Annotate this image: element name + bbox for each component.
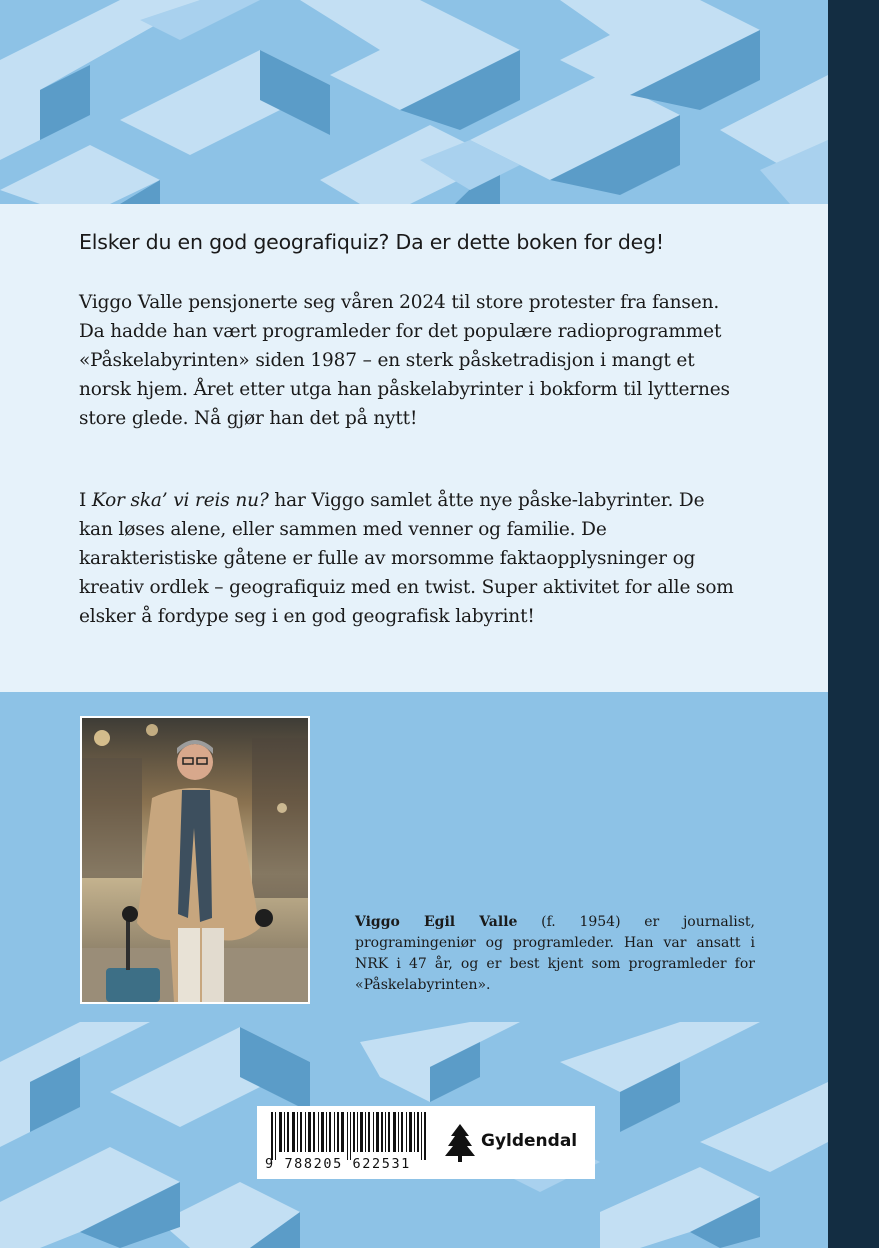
description-paragraph-1: Viggo Valle pensjonerte seg våren 2024 til store protester fra fansen. Da hadde han vært programleder for det populære radioprogrammet «Påskelabyrinten» siden 1987 – en sterk påsketradisjon i mangt et norsk hjem. Året etter utga han påskelabyrinter i bokform til lytternes store glede. Nå gjør han det på nytt! — [79, 292, 730, 429]
maze-pattern-top — [0, 0, 828, 204]
fir-tree-logo-icon — [445, 1124, 475, 1162]
publisher-name: Gyldendal — [481, 1131, 578, 1151]
paragraph-2-prefix: I — [79, 490, 92, 511]
description-paragraph-2 — [79, 486, 739, 631]
author-panel — [0, 692, 828, 1022]
isbn-digits: 9 788205 622531 — [265, 1156, 411, 1172]
book-title-italic: Kor ska’ vi reis nu? — [91, 490, 269, 511]
author-bio — [355, 912, 755, 996]
author-name: Viggo Egil Valle — [355, 914, 518, 930]
author-bio-text: (f. 1954) er journalist, programingeniør og programleder. Han var ansatt i NRK i 47 år, og er best kjent som programleder for «Påskelabyrinten». — [355, 914, 755, 993]
description-panel — [0, 204, 828, 692]
book-spine — [828, 0, 879, 1248]
barcode-box — [257, 1106, 595, 1179]
author-photo — [80, 716, 310, 1004]
maze-pattern-icon — [0, 0, 828, 204]
barcode-icon — [271, 1112, 441, 1160]
tagline: Elsker du en god geografiquiz? Da er dette boken for deg! — [79, 230, 664, 254]
author-photo-icon — [82, 718, 308, 1002]
paragraph-2-rest: har Viggo samlet åtte nye påske-labyrinter. De kan løses alene, eller sammen med venner og familie. De karakteristiske gåtene er fulle av morsomme faktaopplysninger og kreativ ordlek – geografiquiz med en twist. Super aktivitet for alle som elsker å fordype seg i en god geografisk labyrint! — [79, 490, 734, 627]
